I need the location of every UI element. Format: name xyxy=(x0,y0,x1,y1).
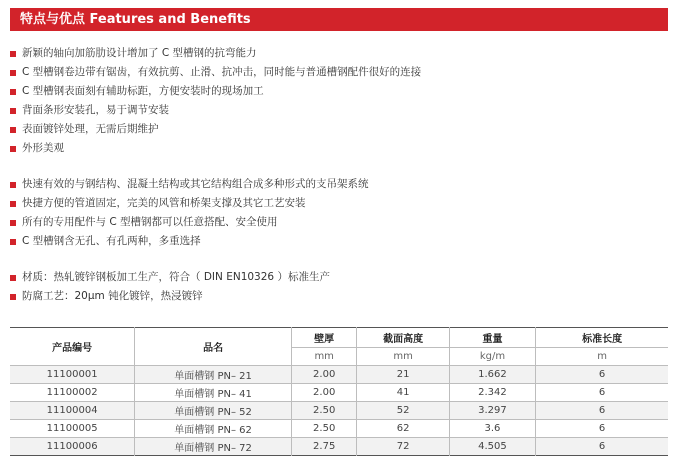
features-list xyxy=(10,44,670,306)
bullet-text: 快捷方便的管道固定，完美的风管和桥架支撑及其它工艺安装 xyxy=(22,197,306,209)
bullet-item xyxy=(10,139,670,158)
cell-standard-length: 6 xyxy=(536,402,668,420)
cell-weight: 1.662 xyxy=(449,366,535,384)
bullet-item xyxy=(10,287,670,306)
bullet-item xyxy=(10,213,670,232)
bullet-item xyxy=(10,44,670,63)
bullet-square-icon xyxy=(10,127,16,133)
cell-product-code: 11100005 xyxy=(10,420,135,438)
cell-product-name: 单面槽钢 PN– 52 xyxy=(135,402,292,420)
bullet-text: 快速有效的与钢结构、混凝土结构或其它结构组合成多种形式的支吊架系统 xyxy=(22,178,369,190)
bullet-item xyxy=(10,175,670,194)
bullet-item xyxy=(10,63,670,82)
header-product-code: 产品编号 xyxy=(10,328,135,366)
cell-wall-thickness: 2.00 xyxy=(291,384,357,402)
cell-standard-length: 6 xyxy=(536,420,668,438)
unit-standard-length: m xyxy=(536,348,668,366)
bullet-square-icon xyxy=(10,89,16,95)
unit-weight: kg/m xyxy=(449,348,535,366)
bullet-square-icon xyxy=(10,275,16,281)
bullet-square-icon xyxy=(10,70,16,76)
cell-wall-thickness: 2.50 xyxy=(291,402,357,420)
bullet-square-icon xyxy=(10,294,16,300)
bullet-text: 材质：热轧镀锌钢板加工生产，符合（ DIN EN10326 ）标准生产 xyxy=(22,271,330,283)
bullet-text: 新颖的轴向加筋肋设计增加了 C 型槽钢的抗弯能力 xyxy=(22,47,257,59)
section-title: 特点与优点 Features and Benefits xyxy=(20,12,251,27)
cell-weight: 3.297 xyxy=(449,402,535,420)
table-row xyxy=(10,366,668,384)
bullet-group xyxy=(10,44,670,158)
table-row xyxy=(10,384,668,402)
bullet-square-icon xyxy=(10,108,16,114)
table-row xyxy=(10,402,668,420)
cell-product-code: 11100004 xyxy=(10,402,135,420)
cell-section-height: 41 xyxy=(357,384,449,402)
bullet-item xyxy=(10,232,670,251)
bullet-text: 所有的专用配件与 C 型槽钢都可以任意搭配、安全使用 xyxy=(22,216,278,228)
bullet-item xyxy=(10,268,670,287)
bullet-square-icon xyxy=(10,146,16,152)
bullet-text: C 型槽钢表面刻有辅助标距，方便安装时的现场加工 xyxy=(22,85,264,97)
bullet-text: 外形美观 xyxy=(22,142,64,154)
table-header-row xyxy=(10,328,668,348)
cell-wall-thickness: 2.50 xyxy=(291,420,357,438)
cell-standard-length: 6 xyxy=(536,438,668,456)
header-weight: 重量 xyxy=(449,328,535,348)
cell-section-height: 62 xyxy=(357,420,449,438)
header-section-height: 截面高度 xyxy=(357,328,449,348)
bullet-text: C 型槽钢卷边带有锯齿，有效抗剪、止滑、抗冲击，同时能与普通槽钢配件很好的连接 xyxy=(22,66,422,78)
cell-standard-length: 6 xyxy=(536,384,668,402)
unit-wall-thickness: mm xyxy=(291,348,357,366)
header-product-name: 品名 xyxy=(135,328,292,366)
cell-weight: 4.505 xyxy=(449,438,535,456)
cell-section-height: 21 xyxy=(357,366,449,384)
bullet-text: 防腐工艺：20μm 钝化镀锌，热浸镀锌 xyxy=(22,290,203,302)
cell-product-name: 单面槽钢 PN– 41 xyxy=(135,384,292,402)
bullet-square-icon xyxy=(10,220,16,226)
spec-table-wrapper xyxy=(10,327,668,456)
spec-table xyxy=(10,327,668,456)
cell-product-code: 11100001 xyxy=(10,366,135,384)
bullet-text: 表面镀锌处理，无需后期维护 xyxy=(22,123,159,135)
cell-section-height: 72 xyxy=(357,438,449,456)
table-body xyxy=(10,366,668,456)
cell-product-name: 单面槽钢 PN– 72 xyxy=(135,438,292,456)
header-wall-thickness: 壁厚 xyxy=(291,328,357,348)
table-row xyxy=(10,438,668,456)
bullet-item xyxy=(10,82,670,101)
cell-product-code: 11100006 xyxy=(10,438,135,456)
cell-product-code: 11100002 xyxy=(10,384,135,402)
bullet-square-icon xyxy=(10,182,16,188)
bullet-item xyxy=(10,101,670,120)
bullet-text: 背面条形安装孔，易于调节安装 xyxy=(22,104,169,116)
bullet-square-icon xyxy=(10,239,16,245)
cell-wall-thickness: 2.00 xyxy=(291,366,357,384)
section-header xyxy=(10,8,668,31)
table-row xyxy=(10,420,668,438)
header-standard-length: 标准长度 xyxy=(536,328,668,348)
cell-wall-thickness: 2.75 xyxy=(291,438,357,456)
bullet-item xyxy=(10,120,670,139)
bullet-text: C 型槽钢含无孔、有孔两种，多重选择 xyxy=(22,235,201,247)
bullet-square-icon xyxy=(10,201,16,207)
bullet-group xyxy=(10,268,670,306)
cell-section-height: 52 xyxy=(357,402,449,420)
cell-standard-length: 6 xyxy=(536,366,668,384)
unit-section-height: mm xyxy=(357,348,449,366)
cell-weight: 3.6 xyxy=(449,420,535,438)
cell-product-name: 单面槽钢 PN– 62 xyxy=(135,420,292,438)
bullet-group xyxy=(10,175,670,251)
bullet-square-icon xyxy=(10,51,16,57)
cell-product-name: 单面槽钢 PN– 21 xyxy=(135,366,292,384)
cell-weight: 2.342 xyxy=(449,384,535,402)
bullet-item xyxy=(10,194,670,213)
